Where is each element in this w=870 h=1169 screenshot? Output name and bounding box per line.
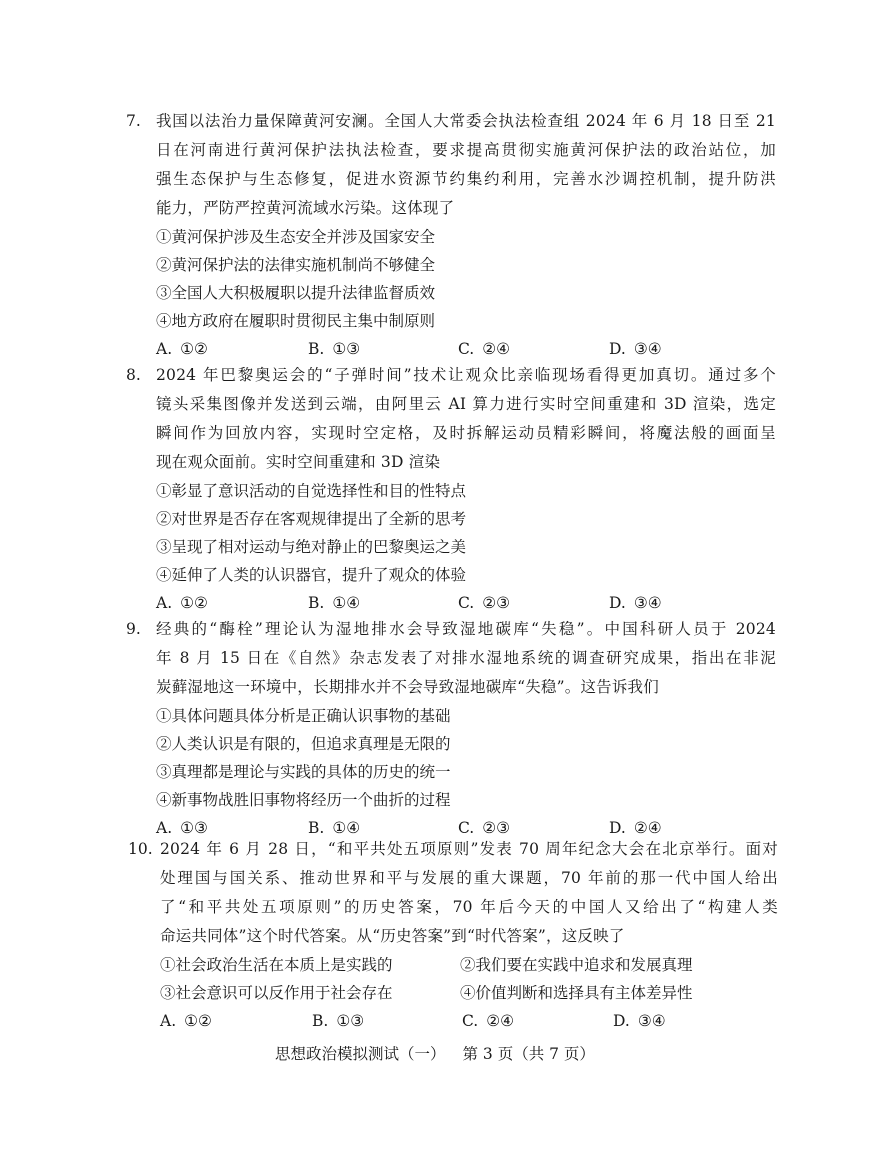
statement-row: [160, 951, 778, 979]
answer-options: [160, 1007, 778, 1036]
stem-line: 年 8 月 15 日在《自然》杂志发表了对排水湿地系统的调查研究成果，指出在非泥: [156, 649, 776, 667]
statement: ④地方政府在履职时贯彻民主集中制原则: [156, 312, 436, 330]
statement: ③全国人大积极履职以提升法律监督质效: [156, 284, 436, 302]
stem-line: 经典的“酶栓”理论认为湿地排水会导致湿地碳库“失稳”。中国科研人员于 2024: [156, 620, 776, 638]
stem-line: 强生态保护与生态修复，促进水资源节约集约利用，完善水沙调控机制，提升防洪: [156, 170, 776, 188]
option-b[interactable]: B. ①③: [312, 1012, 365, 1030]
page-footer: [0, 1042, 870, 1066]
statement: ③呈现了相对运动与绝对静止的巴黎奥运之美: [156, 538, 467, 556]
option-c[interactable]: C. ②③: [458, 594, 511, 612]
option-a[interactable]: A. ①②: [156, 340, 208, 358]
statement: ①彰显了意识活动的自觉选择性和目的性特点: [156, 482, 467, 500]
option-d[interactable]: D. ③④: [613, 1012, 666, 1030]
page-number: 第 3 页（共 7 页）: [462, 1045, 595, 1063]
stem-line: 现在观众面前。实时空间重建和 3D 渲染: [156, 453, 441, 471]
option-b[interactable]: B. ①④: [308, 594, 361, 612]
option-c[interactable]: C. ②④: [462, 1012, 515, 1030]
statement: ②人类认识是有限的，但追求真理是无限的: [156, 735, 451, 753]
answer-options: [156, 589, 776, 618]
stem-line: 镜头采集图像并发送到云端，由阿里云 AI 算力进行实时空间重建和 3D 渲染，选定: [156, 395, 776, 413]
question-body: [156, 615, 776, 843]
stem-line: 命运共同体”这个时代答案。从“历史答案”到“时代答案”，这反映了: [160, 927, 625, 945]
option-d[interactable]: D. ③④: [609, 594, 662, 612]
question-10: [128, 835, 778, 1036]
stem-line: 了“和平共处五项原则”的历史答案，70 年后今天的中国人又给出了“构建人类: [160, 898, 778, 916]
option-d[interactable]: D. ②④: [609, 819, 662, 837]
option-d[interactable]: D. ③④: [609, 340, 662, 358]
statement: ①具体问题具体分析是正确认识事物的基础: [156, 707, 451, 725]
exam-subject: 思想政治模拟测试（一）: [275, 1045, 446, 1063]
statement: ④价值判断和选择具有主体差异性: [460, 984, 693, 1002]
option-a[interactable]: A. ①②: [156, 594, 208, 612]
stem-line: 处理国与国关系、推动世界和平与发展的重大课题，70 年前的那一代中国人给出: [160, 869, 778, 887]
stem-line: 炭藓湿地这一环境中，长期排水并不会导致湿地碳库“失稳”。这告诉我们: [156, 678, 659, 696]
option-a[interactable]: A. ①②: [160, 1012, 212, 1030]
statement: ②对世界是否存在客观规律提出了全新的思考: [156, 510, 467, 528]
stem-line: 我国以法治力量保障黄河安澜。全国人大常委会执法检查组 2024 年 6 月 18 日至 21: [156, 112, 776, 130]
statement: ②我们要在实践中追求和发展真理: [460, 956, 693, 974]
stem-line: 能力，严防严控黄河流域水污染。这体现了: [156, 199, 455, 217]
statement: ④延伸了人类的认识器官，提升了观众的体验: [156, 566, 467, 584]
stem-line: 2024 年巴黎奥运会的“子弹时间”技术让观众比亲临现场看得更加真切。通过多个: [156, 366, 776, 384]
statement: ④新事物战胜旧事物将经历一个曲折的过程: [156, 791, 451, 809]
statement-row: [160, 979, 778, 1007]
option-c[interactable]: C. ②③: [458, 819, 511, 837]
statement: ①社会政治生活在本质上是实践的: [160, 956, 393, 974]
option-b[interactable]: B. ①④: [308, 819, 361, 837]
question-body: [156, 361, 776, 618]
option-a[interactable]: A. ①③: [156, 819, 208, 837]
statement: ③真理都是理论与实践的具体的历史的统一: [156, 763, 451, 781]
question-body: [160, 835, 778, 1036]
stem-line: 2024 年 6 月 28 日，“和平共处五项原则”发表 70 周年纪念大会在北京举行。面对: [160, 840, 778, 858]
question-number: 8.: [126, 366, 141, 384]
option-c[interactable]: C. ②④: [458, 340, 511, 358]
question-number: 9.: [126, 620, 141, 638]
question-7: [126, 107, 776, 364]
question-number: 7.: [126, 112, 141, 130]
question-body: [156, 107, 776, 364]
statement: ③社会意识可以反作用于社会存在: [160, 984, 393, 1002]
statement: ①黄河保护涉及生态安全并涉及国家安全: [156, 228, 436, 246]
answer-options: [156, 335, 776, 364]
stem-line: 日在河南进行黄河保护法执法检查，要求提高贯彻实施黄河保护法的政治站位，加: [156, 141, 776, 159]
question-8: [126, 361, 776, 618]
statement: ②黄河保护法的法律实施机制尚不够健全: [156, 256, 436, 274]
question-9: [126, 615, 776, 843]
option-b[interactable]: B. ①③: [308, 340, 361, 358]
question-number: 10.: [128, 840, 153, 858]
stem-line: 瞬间作为回放内容，实现时空定格，及时拆解运动员精彩瞬间，将魔法般的画面呈: [156, 424, 776, 442]
